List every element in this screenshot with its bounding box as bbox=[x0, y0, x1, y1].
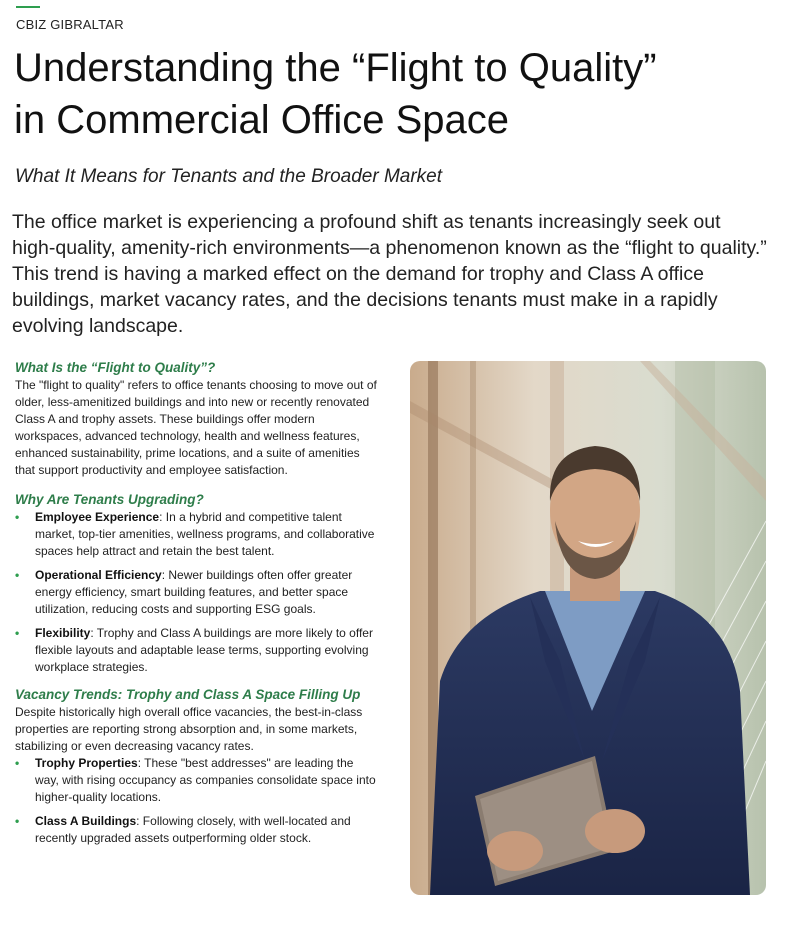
section-heading-vacancy-trends: Vacancy Trends: Trophy and Class A Space Filling Up bbox=[15, 687, 361, 702]
list-item-term: Class A Buildings bbox=[35, 814, 137, 828]
left-column bbox=[15, 359, 380, 854]
list-item bbox=[15, 509, 380, 560]
intro-paragraph: The office market is experiencing a profound shift as tenants increasingly seek out high-quality, amenity-rich environments—a phenomenon known as the “flight to quality.” This trend is having a marked effect on the demand for trophy and Class A office buildings, market vacancy rates, and the decisions tenants must make in a rapidly evolving landscape. bbox=[12, 211, 767, 337]
list-item-text: : Following closely, with well-located and recently upgraded assets outperforming older stock. bbox=[35, 814, 351, 845]
list-item-term: Employee Experience bbox=[35, 510, 160, 524]
bullet-icon: • bbox=[15, 626, 20, 640]
list-item-text: : These "best addresses" are leading the way, with rising occupancy as companies consolidate space into higher-quality locations. bbox=[35, 756, 376, 804]
list-item-text: : Trophy and Class A buildings are more likely to offer flexible layouts and adaptable lease terms, supporting evolving workplace strategies. bbox=[35, 626, 373, 674]
list-item-term: Trophy Properties bbox=[35, 756, 138, 770]
org-name: CBIZ GIBRALTAR bbox=[16, 17, 124, 32]
list-item-term: Flexibility bbox=[35, 626, 91, 640]
why-upgrade-list bbox=[15, 509, 380, 676]
bullet-icon: • bbox=[15, 510, 20, 524]
section-heading-why-upgrade: Why Are Tenants Upgrading? bbox=[15, 492, 204, 507]
bullet-icon: • bbox=[15, 814, 20, 828]
vacancy-list bbox=[15, 755, 380, 847]
list-item bbox=[15, 813, 380, 847]
page-title bbox=[14, 42, 774, 146]
list-item bbox=[15, 755, 380, 806]
title-line-2: in Commercial Office Space bbox=[14, 98, 509, 142]
bullet-icon: • bbox=[15, 568, 20, 582]
businessman-photo bbox=[410, 361, 766, 895]
list-item bbox=[15, 567, 380, 618]
list-item bbox=[15, 625, 380, 676]
list-item-text: : Newer buildings often offer greater energy efficiency, smart building features, and better space utilization, reducing costs and supporting ESG goals. bbox=[35, 568, 353, 616]
page-subtitle: What It Means for Tenants and the Broader Market bbox=[15, 166, 443, 187]
list-item-text: : In a hybrid and competitive talent market, top-tier amenities, wellness programs, and collaborative spaces help attract and retain the best talent. bbox=[35, 510, 375, 558]
section-body-what-is: The "flight to quality" refers to office tenants choosing to move out of older, less-amenitized buildings and into new or recently renovated Class A and trophy assets. These buildings offer modern workspaces, advanced technology, health and wellness features, enhanced sustainability, prime locations, and a suite of amenities that support productivity and employee satisfaction. bbox=[15, 378, 377, 477]
section-body-vacancy-trends: Despite historically high overall office vacancies, the best-in-class properties are reporting strong absorption and, in some markets, stabilizing or even decreasing vacancy rates. bbox=[15, 705, 363, 753]
list-item-term: Operational Efficiency bbox=[35, 568, 162, 582]
bullet-icon: • bbox=[15, 756, 20, 770]
title-line-1: Understanding the “Flight to Quality” bbox=[14, 46, 657, 90]
section-heading-what-is: What Is the “Flight to Quality”? bbox=[15, 360, 216, 375]
accent-line bbox=[16, 6, 40, 8]
